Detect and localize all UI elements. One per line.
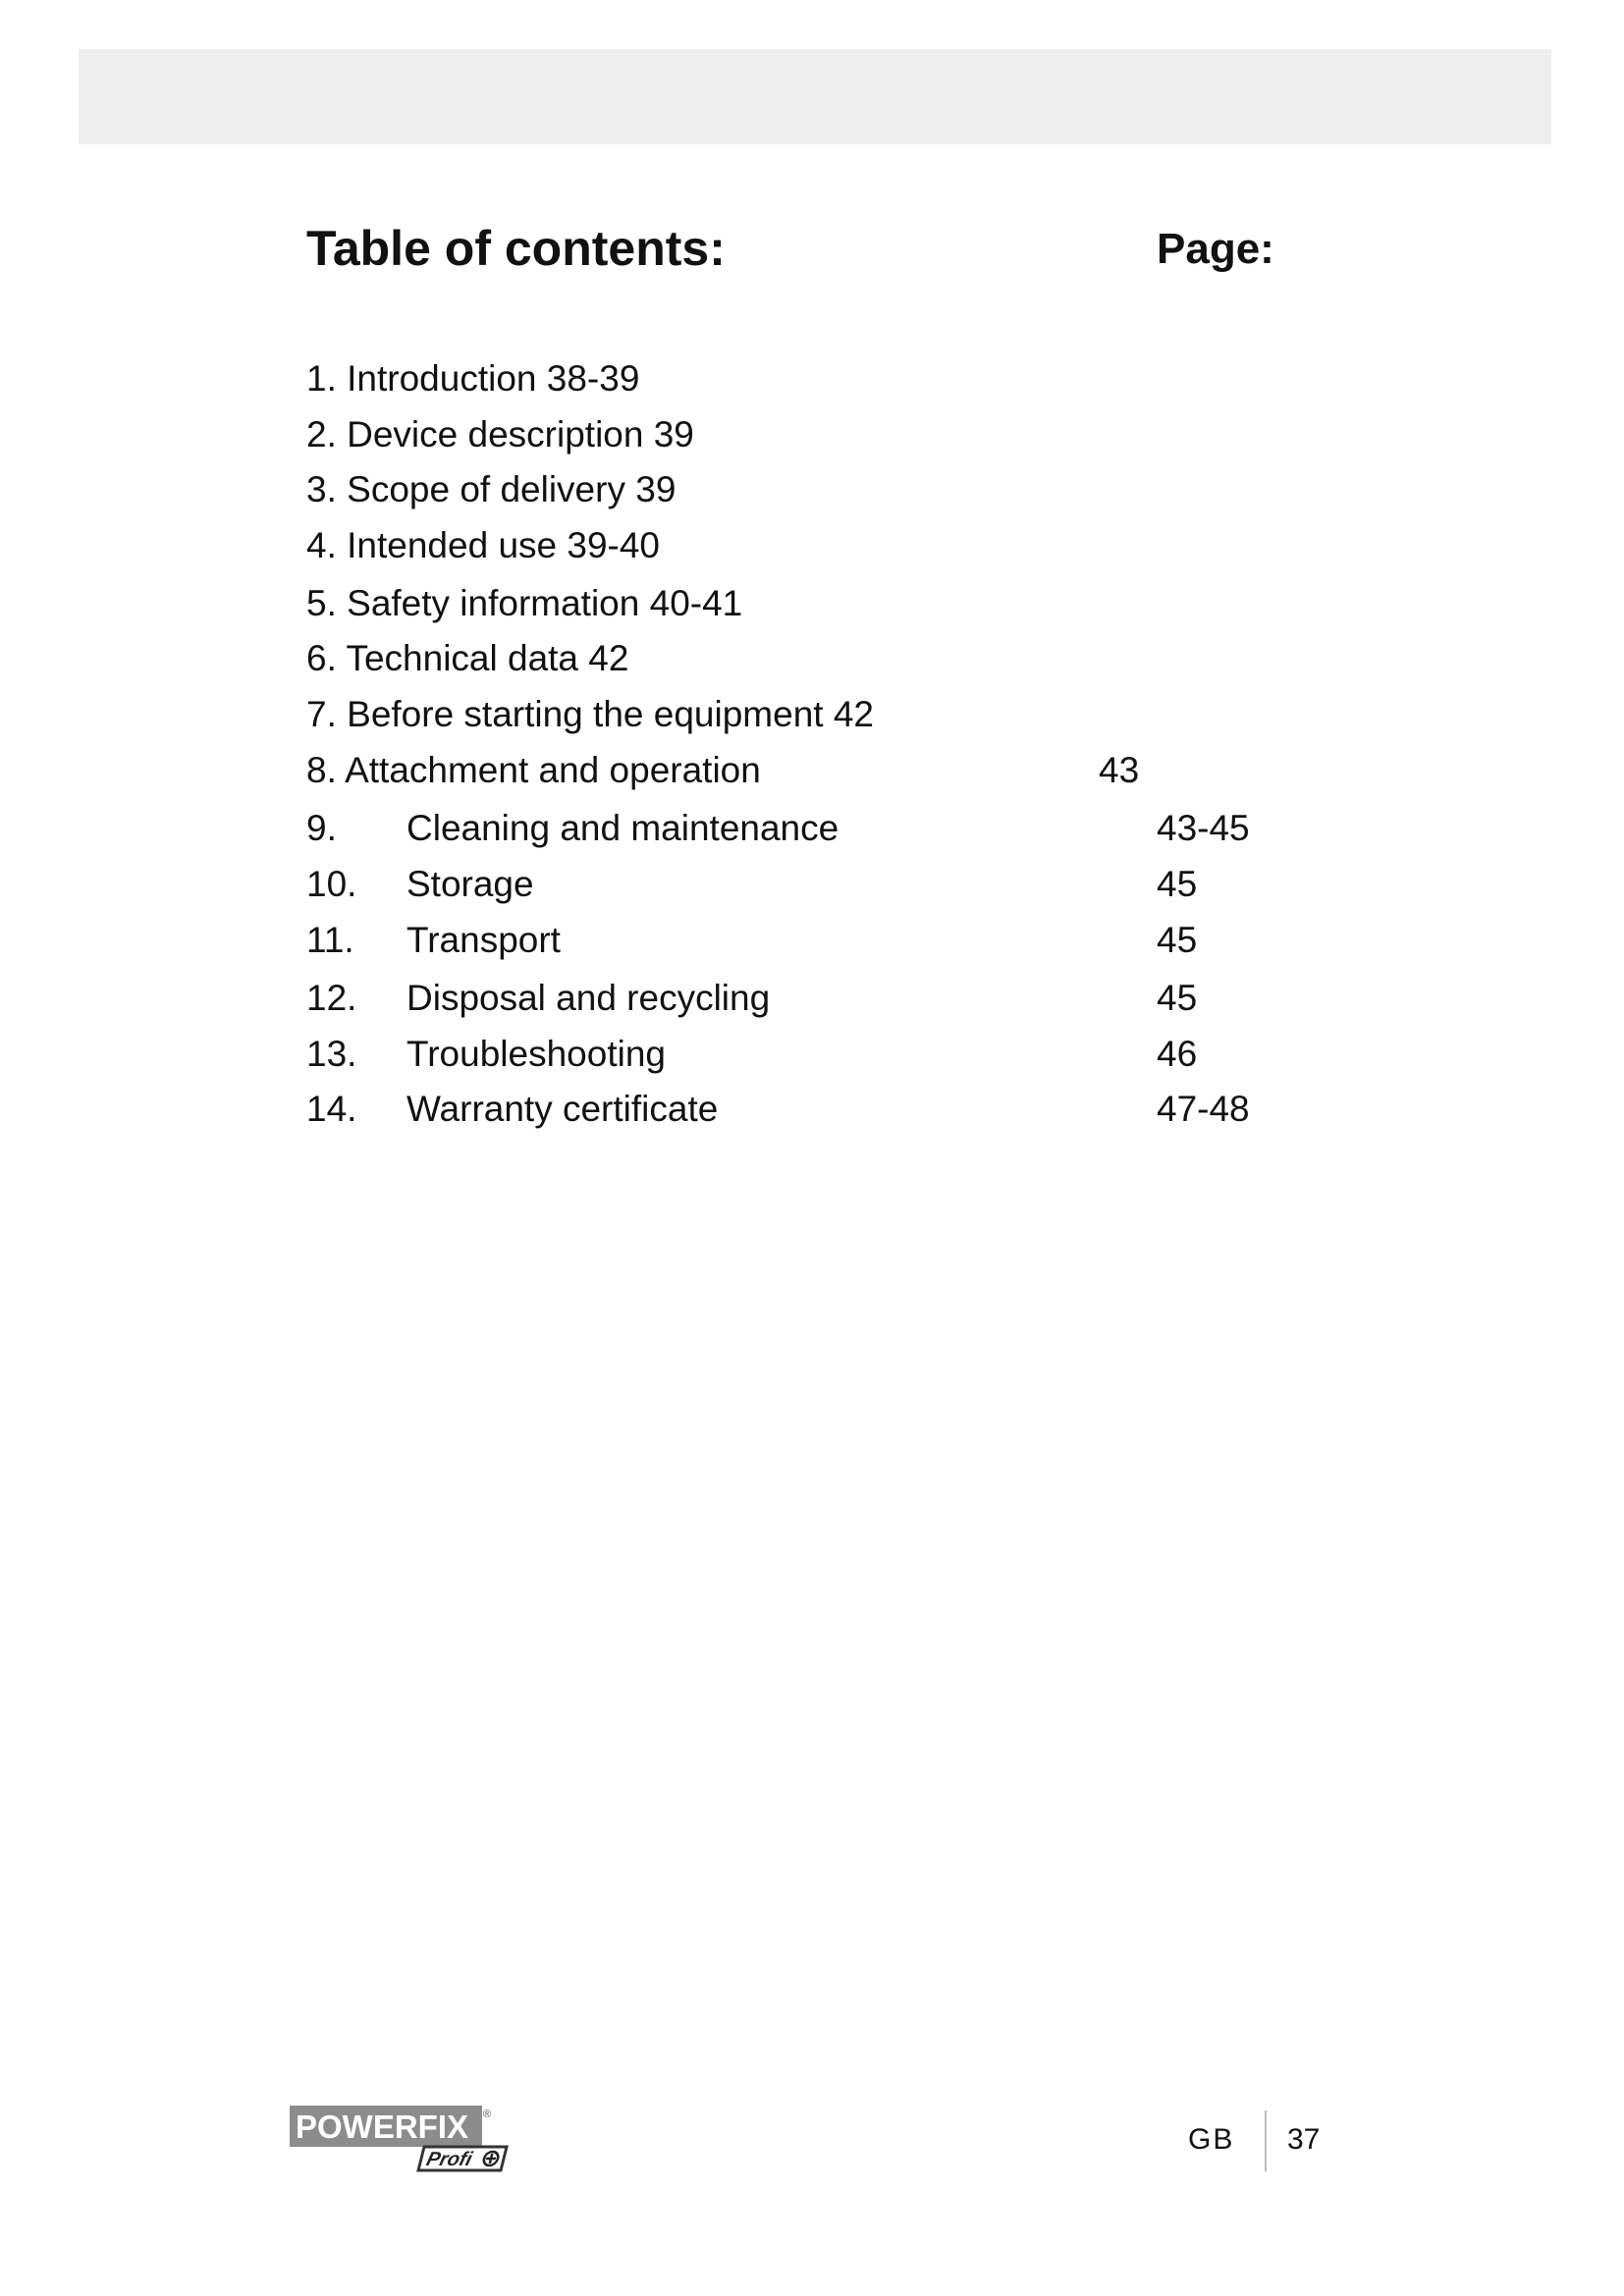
- toc-entry: [306, 360, 639, 397]
- toc-entry: [306, 471, 676, 507]
- toc-entry-text: 3. Scope of delivery 39: [306, 469, 677, 509]
- toc-entry-page: 43: [1099, 750, 1140, 790]
- logo-wordmark: POWERFIX: [296, 2109, 469, 2145]
- page-column-header: Page:: [1157, 225, 1274, 273]
- toc-entry-text: 5. Safety information 40-41: [306, 583, 743, 623]
- toc-entry-label: Storage: [406, 864, 534, 904]
- toc-entry-number: 11.: [306, 920, 354, 960]
- toc-entry-text: 1. Introduction 38-39: [306, 358, 640, 399]
- toc-entry-page: 43-45: [1157, 808, 1250, 848]
- toc-entry-text: 7. Before starting the equipment 42: [306, 694, 874, 734]
- toc-entry-page: 46: [1157, 1034, 1198, 1074]
- svg-text:®: ®: [483, 2109, 492, 2120]
- language-code: GB: [1188, 2123, 1235, 2156]
- toc-entry-page: 45: [1157, 864, 1198, 904]
- page-number: 37: [1287, 2123, 1321, 2156]
- toc-entry: [306, 416, 694, 453]
- toc-entry-text: 4. Intended use 39-40: [306, 525, 661, 565]
- toc-entry-number: 14.: [306, 1089, 357, 1129]
- header-band: [79, 49, 1551, 144]
- toc-entry: [306, 752, 761, 788]
- toc-entry-label: Warranty certificate: [406, 1089, 719, 1129]
- toc-entry-label: Disposal and recycling: [406, 978, 771, 1018]
- toc-entry-number: 13.: [306, 1034, 357, 1074]
- powerfix-logo: [290, 2104, 517, 2172]
- toc-entry: [306, 640, 628, 676]
- page-title: Table of contents:: [306, 221, 726, 276]
- footer-divider: [1265, 2110, 1267, 2171]
- toc-entry-label: Troubleshooting: [406, 1034, 666, 1074]
- toc-entry-text: 2. Device description 39: [306, 414, 694, 454]
- toc-entry-text: 8. Attachment and operation: [306, 750, 761, 790]
- toc-entry: [306, 585, 742, 621]
- toc-entry: [306, 696, 874, 732]
- toc-entry-page: 45: [1157, 920, 1198, 960]
- toc-entry-label: Transport: [406, 920, 561, 960]
- toc-entry: [306, 527, 660, 563]
- toc-entry-number: 12.: [306, 978, 357, 1018]
- toc-entry-label: Cleaning and maintenance: [406, 808, 839, 848]
- logo-subtext: Profi: [424, 2149, 474, 2170]
- toc-entry-page: 47-48: [1157, 1089, 1250, 1129]
- toc-entry-number: 10.: [306, 864, 357, 904]
- toc-entry-number: 9.: [306, 808, 337, 848]
- toc-entry-page: 45: [1157, 978, 1198, 1018]
- toc-entry-text: 6. Technical data 42: [306, 638, 629, 678]
